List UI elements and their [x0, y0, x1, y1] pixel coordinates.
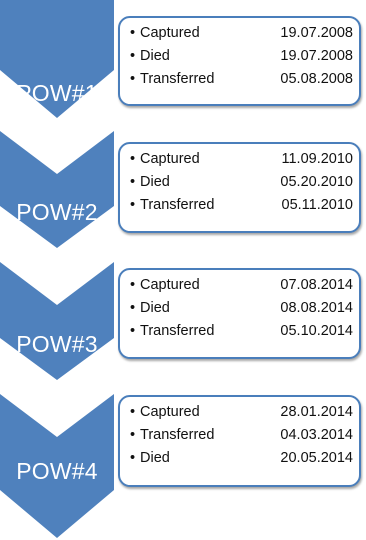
- event-date: 05.11.2010: [281, 197, 353, 213]
- event-name: Died: [140, 174, 170, 190]
- event-name: Died: [140, 48, 170, 64]
- event-date: 19.07.2008: [280, 48, 353, 64]
- event-row: • Transferred 04.03.2014: [130, 424, 353, 447]
- chevron-pow-3: [0, 262, 114, 380]
- event-date: 07.08.2014: [280, 277, 353, 293]
- pow-label-4: POW#4: [16, 458, 98, 484]
- event-row: • Captured 07.08.2014: [130, 274, 353, 297]
- event-name: Captured: [140, 404, 200, 420]
- pow-label-1: POW#1: [16, 80, 98, 106]
- event-name: Died: [140, 300, 170, 316]
- event-name: Captured: [140, 277, 200, 293]
- event-row: • Captured 28.01.2014: [130, 401, 353, 424]
- event-row: • Died 05.20.2010: [130, 171, 353, 194]
- event-row: • Transferred 05.08.2008: [130, 68, 353, 91]
- event-date: 04.03.2014: [280, 427, 353, 443]
- event-name: Captured: [140, 151, 200, 167]
- event-date: 11.09.2010: [281, 151, 353, 167]
- event-date: 05.08.2008: [280, 71, 353, 87]
- event-row: • Died 19.07.2008: [130, 45, 353, 68]
- event-name: Transferred: [140, 323, 215, 339]
- event-row: • Captured 19.07.2008: [130, 22, 353, 45]
- pow-label-2: POW#2: [16, 199, 98, 225]
- event-date: 05.10.2014: [280, 323, 353, 339]
- event-row: • Captured 11.09.2010: [130, 148, 353, 171]
- pow-card-3: [118, 268, 361, 359]
- event-row: • Died 20.05.2014: [130, 447, 353, 470]
- event-name: Transferred: [140, 197, 215, 213]
- event-row: • Died 08.08.2014: [130, 297, 353, 320]
- event-date: 20.05.2014: [280, 450, 353, 466]
- event-name: Transferred: [140, 71, 215, 87]
- pow-card-1: [118, 16, 361, 106]
- event-name: Captured: [140, 25, 200, 41]
- event-row: • Transferred 05.10.2014: [130, 320, 353, 343]
- pow-card-4: [118, 395, 361, 487]
- event-date: 08.08.2014: [280, 300, 353, 316]
- event-date: 05.20.2010: [280, 174, 353, 190]
- event-date: 19.07.2008: [280, 25, 353, 41]
- event-name: Transferred: [140, 427, 215, 443]
- event-name: Died: [140, 450, 170, 466]
- event-row: • Transferred 05.11.2010: [130, 194, 353, 217]
- pow-card-2: [118, 142, 361, 233]
- chevron-pow-2: [0, 131, 114, 248]
- pow-label-3: POW#3: [16, 331, 98, 357]
- event-date: 28.01.2014: [280, 404, 353, 420]
